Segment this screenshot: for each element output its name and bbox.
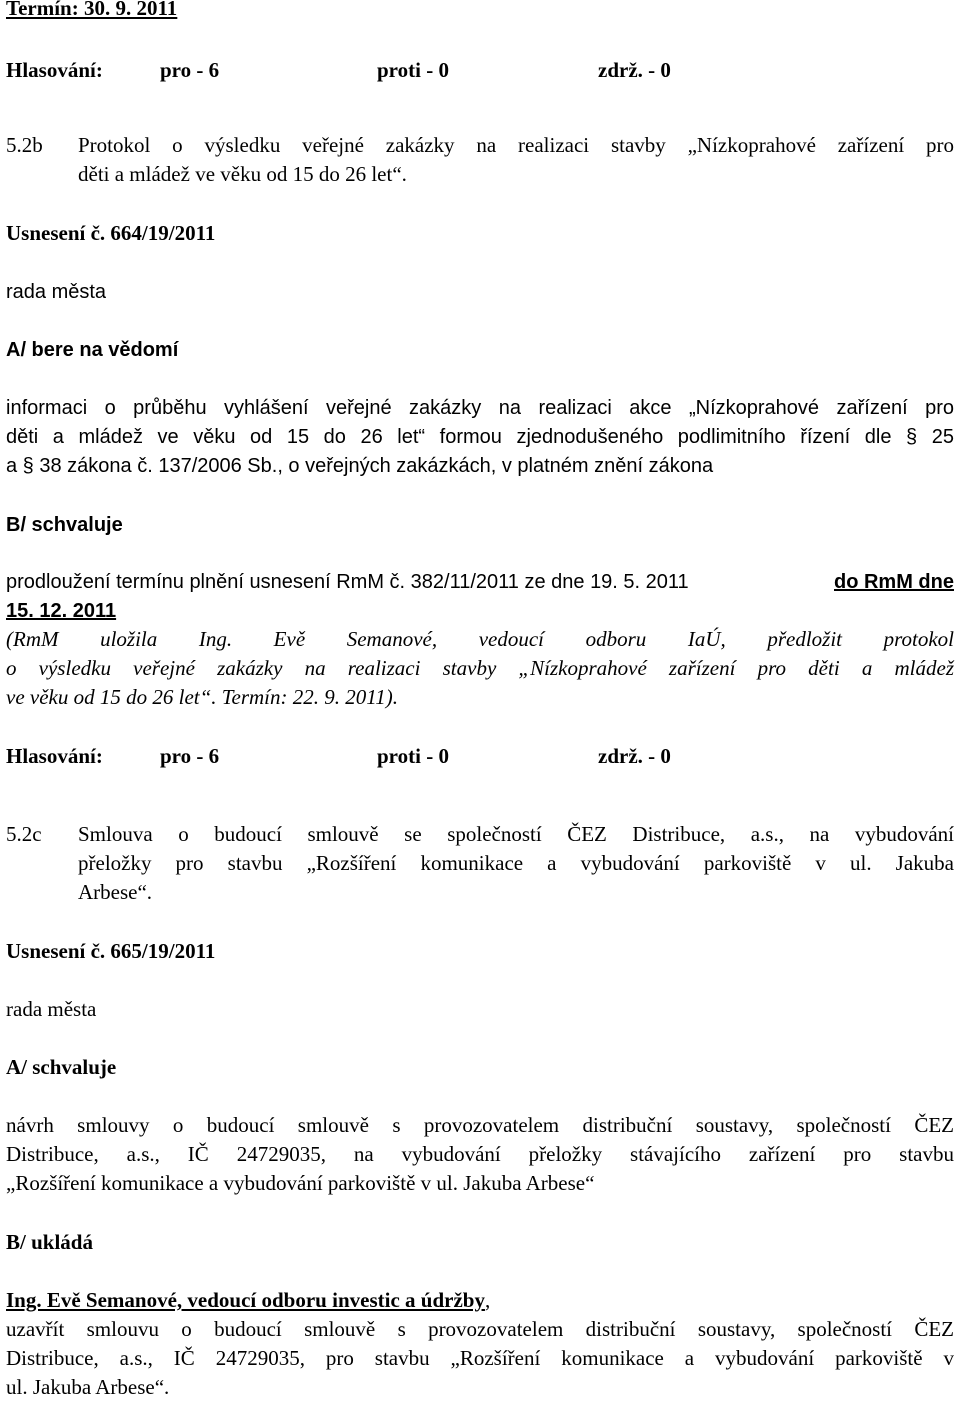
vote-row-1	[6, 56, 954, 85]
resolution-665-a-text: návrh smlouvy o budoucí smlouvě s provozovatelem distribuční soustavy, společností ČEZ Distribuce, a.s., IČ 24729035, na vybudování přeložky stávajícího zařízení pro stavbu „Rozšíření komunikace a vybudování parkoviště v ul. Jakuba Arbese“	[6, 1113, 954, 1195]
agenda-item-5-2c	[6, 820, 954, 908]
deadline-top: Termín: 30. 9. 2011	[6, 0, 178, 20]
vote-row-2	[6, 742, 954, 771]
vote-label: Hlasování:	[6, 744, 103, 768]
resolution-664-a-text: informaci o průběhu vyhlášení veřejné zakázky na realizaci akce „Nízkoprahové zařízení pro děti a mládež ve věku od 15 do 26 let“ formou zjednodušeného podlimitního řízení dle § 25 a § 38 zákona č. 137/2006 Sb., o veřejných zakázkách, v platném znění zákona	[6, 397, 954, 477]
vote-label: Hlasování:	[6, 58, 103, 82]
vote-proti: proti - 0	[377, 58, 449, 82]
vote-pro: pro - 6	[160, 58, 220, 82]
responsible-person: Ing. Evě Semanové, vedoucí odboru investic a údržby	[6, 1288, 485, 1312]
vote-pro: pro - 6	[160, 744, 220, 768]
item-title: Protokol o výsledku veřejné zakázky na realizaci stavby „Nízkoprahové zařízení pro děti a mládež ve věku od 15 do 26 let“.	[78, 133, 954, 186]
vote-zdrz: zdrž. - 0	[598, 744, 671, 768]
resolution-664-body: rada města	[6, 281, 107, 303]
resolution-665-a-heading: A/ schvaluje	[6, 1055, 117, 1079]
resolution-665-b-heading: B/ ukládá	[6, 1230, 93, 1254]
resolution-664-note: (RmM uložila Ing. Evě Semanové, vedoucí odboru IaÚ, předložit protokol o výsledku veřejné zakázky na realizaci stavby „Nízkoprahové zařízení pro děti a mládež ve věku od 15 do 26 let“. Termín: 22. 9. 2011).	[6, 627, 954, 709]
vote-proti: proti - 0	[377, 744, 449, 768]
vote-zdrz: zdrž. - 0	[598, 58, 671, 82]
item-number: 5.2c	[6, 822, 42, 846]
resolution-664-a-heading: A/ bere na vědomí	[6, 339, 179, 361]
resolution-665-b-text: Ing. Evě Semanové, vedoucí odboru investic a údržby, uzavřít smlouvu o budoucí smlouvě s provozovatelem distribuční soustavy, společností ČEZ Distribuce, a.s., IČ 24729035, pro stavbu „Rozšíření komunikace a vybudování parkoviště v ul. Jakuba Arbese“.	[6, 1288, 954, 1399]
agenda-item-5-2b	[6, 131, 954, 191]
resolution-665-title: Usnesení č. 665/19/2011	[6, 939, 216, 963]
resolution-665-body: rada města	[6, 997, 97, 1021]
resolution-664-b-text: prodloužení termínu plnění usnesení RmM č. 382/11/2011 ze dne 19. 5. 2011 do RmM dne 15. 12. 2011	[6, 571, 954, 622]
item-title: Smlouva o budoucí smlouvě se společností ČEZ Distribuce, a.s., na vybudování přeložky pro stavbu „Rozšíření komunikace a vybudování parkoviště v ul. Jakuba Arbese“.	[78, 822, 954, 904]
resolution-664-title: Usnesení č. 664/19/2011	[6, 221, 216, 245]
item-number: 5.2b	[6, 133, 43, 157]
resolution-664-b-heading: B/ schvaluje	[6, 514, 123, 536]
